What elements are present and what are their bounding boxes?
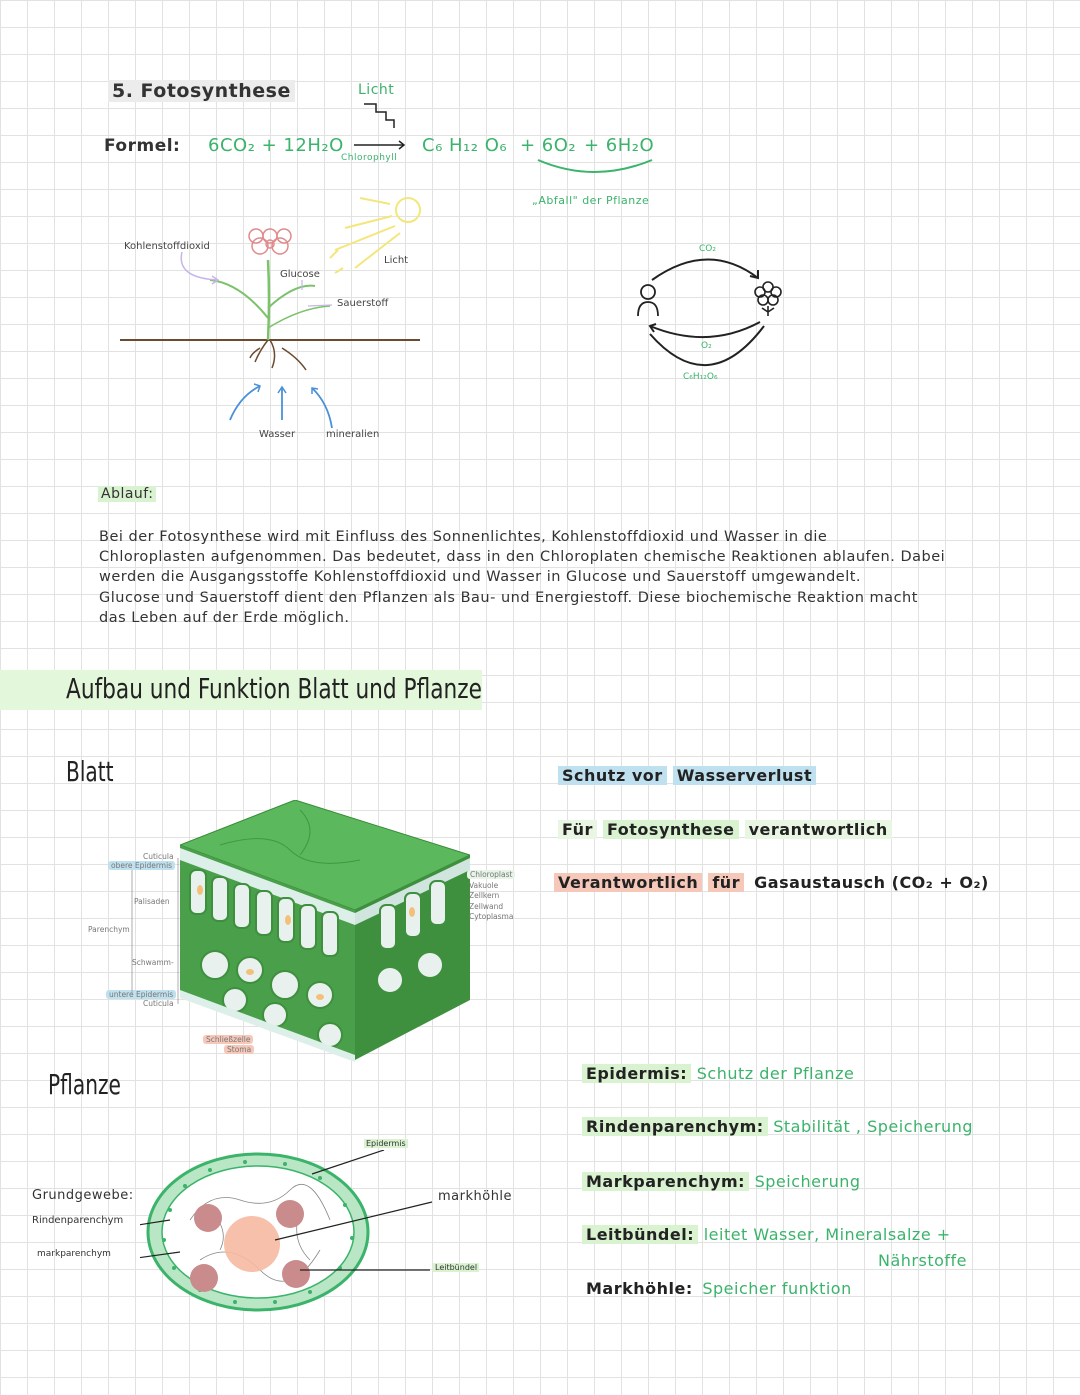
section-title-structure: Aufbau und Funktion Blatt und Pflanze bbox=[66, 672, 482, 705]
process-line-5: das Leben auf der Erde möglich. bbox=[99, 609, 350, 626]
plant-note-pith-cavity bbox=[582, 1279, 852, 1298]
leaf-note-photo-c: verantwortlich bbox=[745, 820, 892, 839]
label-glucose: Glucose bbox=[280, 269, 320, 280]
plant-note-term-pith-cavity: Markhöhle: bbox=[586, 1279, 693, 1298]
plant-note-pith bbox=[582, 1172, 861, 1191]
leaf-note-gas-a: Verantwortlich bbox=[554, 873, 702, 892]
label-oxygen: Sauerstoff bbox=[337, 298, 389, 309]
reaction-arrow-icon bbox=[354, 138, 410, 152]
process-line-2: Chloroplasten aufgenommen. Das bedeutet, dass in den Chloroplaten chemische Reaktionen ablaufen. Dabei bbox=[99, 549, 946, 566]
plant-note-vascular-extra: Nährstoffe bbox=[878, 1251, 967, 1270]
leaf-note-protection bbox=[558, 766, 816, 785]
plant-note-desc-vascular: leitet Wasser, Mineralsalze + bbox=[703, 1225, 951, 1244]
leaf-note-photosynthesis bbox=[558, 820, 892, 839]
plant-note-vascular bbox=[582, 1225, 951, 1244]
leaf-bracket-lines bbox=[128, 858, 184, 1006]
leaf-label-nucleus: Zellkern bbox=[469, 891, 500, 900]
plant-note-cortex bbox=[582, 1117, 973, 1136]
plant-note-desc-cortex: Stabilität , Speicherung bbox=[773, 1117, 973, 1136]
label-water: Wasser bbox=[259, 429, 296, 440]
leaf-label-stoma: Stoma bbox=[224, 1045, 254, 1054]
leaf-label-vacuole: Vakuole bbox=[469, 881, 499, 890]
process-line-1: Bei der Fotosynthese wird mit Einfluss des Sonnenlichtes, Kohlenstoffdioxid und Wasser in die bbox=[99, 529, 828, 545]
process-line-3: werden die Ausgangsstoffe Kohlenstoffdioxid und Wasser in Glucose und Sauerstoff umgewandelt. bbox=[99, 569, 862, 586]
formula-oxygen: + 6O₂ bbox=[520, 135, 577, 156]
formula-catalyst: Chlorophyll bbox=[341, 153, 398, 163]
process-text bbox=[99, 527, 1019, 628]
leaf-label-upper-epidermis: obere Epidermis bbox=[108, 861, 175, 870]
label-light: Licht bbox=[384, 255, 409, 266]
leaf-note-gas-exchange bbox=[554, 873, 993, 892]
plant-note-term-cortex: Rindenparenchym: bbox=[582, 1117, 768, 1136]
cycle-bottom-label: C₆H₁₂O₆ bbox=[683, 372, 718, 382]
gas-cycle-diagram bbox=[628, 240, 798, 390]
process-label: Ablauf: bbox=[98, 486, 156, 502]
stem-label-ground-tissue: Grundgewebe: bbox=[32, 1188, 134, 1203]
plant-note-term-pith: Markparenchym: bbox=[582, 1172, 749, 1191]
leaf-note-photo-b: Fotosynthese bbox=[603, 820, 739, 839]
formula-water: + 6H₂O bbox=[584, 135, 655, 156]
leaf-note-protection-a: Schutz vor bbox=[558, 766, 667, 785]
section-title-photosynthesis: 5. Fotosynthese bbox=[108, 80, 295, 102]
plant-note-term-epidermis: Epidermis: bbox=[582, 1064, 691, 1083]
plant-note-desc-epidermis: Schutz der Pflanze bbox=[696, 1064, 855, 1083]
formula-light-label: Licht bbox=[358, 82, 395, 98]
leaf-label-cuticula-bottom: Cuticula bbox=[143, 999, 174, 1008]
leaf-label-spongy: Schwamm- bbox=[132, 958, 174, 967]
leaf-note-photo-a: Für bbox=[558, 820, 597, 839]
leaf-label-lower-epidermis: untere Epidermis bbox=[106, 990, 176, 999]
stem-label-pith-cavity: markhöhle bbox=[438, 1189, 513, 1204]
leaf-label-cytoplasm: Cytoplasma bbox=[469, 912, 514, 921]
leaf-label-cell-wall: Zellwand bbox=[469, 902, 504, 911]
formula-reactants: 6CO₂ + 12H₂O bbox=[208, 135, 344, 156]
cycle-top-label: CO₂ bbox=[699, 244, 716, 254]
leaf-label-palisade: Palisaden bbox=[134, 897, 170, 906]
plant-note-epidermis bbox=[582, 1064, 854, 1083]
plant-note-desc-pith: Speicherung bbox=[754, 1172, 861, 1191]
label-co2: Kohlenstoffdioxid bbox=[124, 241, 210, 252]
leaf-label-guard-cell: Schließzelle bbox=[203, 1035, 253, 1044]
label-minerals: mineralien bbox=[326, 429, 380, 440]
leaf-note-gas-b: für bbox=[708, 873, 744, 892]
plant-note-desc-pith-cavity: Speicher funktion bbox=[702, 1279, 852, 1298]
waste-brace bbox=[534, 156, 658, 182]
leaf-label-cuticula-top: Cuticula bbox=[143, 852, 174, 861]
stem-label-epidermis: Epidermis bbox=[366, 1139, 406, 1148]
leaf-note-protection-b: Wasserverlust bbox=[673, 766, 816, 785]
leaf-cross-section bbox=[180, 800, 470, 1070]
lightning-icon bbox=[362, 100, 398, 132]
stem-label-vascular: Leitbündel bbox=[435, 1263, 478, 1272]
leaf-label-parenchym: Parenchym bbox=[88, 925, 130, 934]
waste-note: „Abfall" der Pflanze bbox=[532, 194, 650, 207]
cycle-mid-label: O₂ bbox=[701, 341, 712, 351]
leaf-heading: Blatt bbox=[66, 755, 114, 788]
formula-glucose: C₆ H₁₂ O₆ bbox=[422, 135, 508, 156]
leaf-note-gas-c: Gasaustausch (CO₂ + O₂) bbox=[754, 873, 989, 892]
process-line-4: Glucose und Sauerstoff dient den Pflanzen als Bau- und Energiestoff. Diese biochemische Reaktion macht bbox=[99, 589, 918, 606]
plant-diagram bbox=[110, 188, 440, 440]
plant-heading: Pflanze bbox=[48, 1068, 121, 1101]
formula-label: Formel: bbox=[104, 136, 181, 156]
stem-label-pith: markparenchym bbox=[37, 1249, 111, 1259]
leaf-label-chloroplast: Chloroplast bbox=[467, 870, 515, 879]
stem-label-cortex: Rindenparenchym bbox=[32, 1215, 124, 1226]
stem-cross-section bbox=[140, 1150, 440, 1320]
plant-note-term-vascular: Leitbündel: bbox=[582, 1225, 698, 1244]
